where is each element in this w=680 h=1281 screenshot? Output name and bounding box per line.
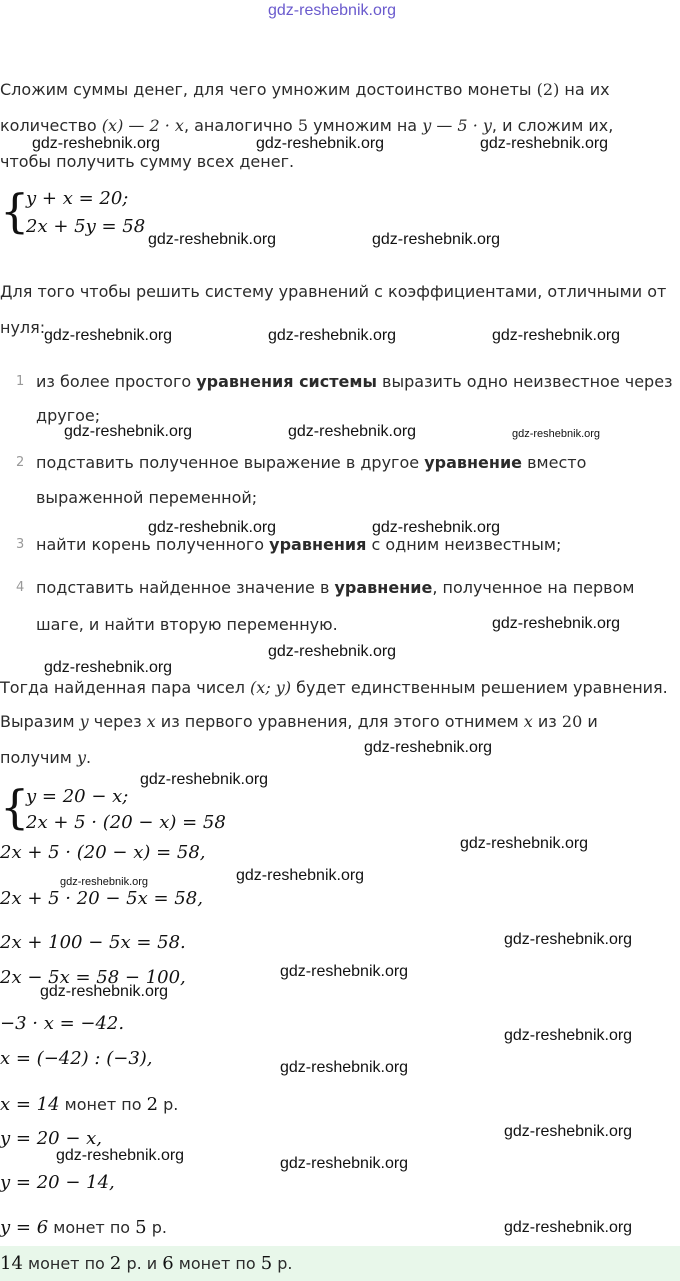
solution-line: x = 14 монет по 2 р. xyxy=(0,1094,179,1115)
watermark[interactable]: gdz-reshebnik.org xyxy=(268,327,397,344)
watermark[interactable]: gdz-reshebnik.org xyxy=(372,519,501,536)
step-1-line-2: другое; xyxy=(36,406,101,425)
system1-eq2: 2x + 5y = 58 xyxy=(26,216,146,237)
watermark[interactable]: gdz-reshebnik.org xyxy=(64,423,193,440)
system2-eq1: y = 20 − x; xyxy=(26,786,129,807)
intro-line-1: Сложим суммы денег, для чего умножим достоинство монеты (2) на их xyxy=(0,80,610,99)
step-number: 4 xyxy=(16,580,25,595)
watermark[interactable]: gdz-reshebnik.org xyxy=(504,1027,633,1044)
watermark[interactable]: gdz-reshebnik.org xyxy=(44,659,173,676)
watermark[interactable]: gdz-reshebnik.org xyxy=(280,1059,409,1076)
express-line-1: Выразим y через x из первого уравнения, для этого отнимем x из 20 и xyxy=(0,712,598,731)
watermark[interactable]: gdz-reshebnik.org xyxy=(40,983,169,1000)
watermark[interactable]: gdz-reshebnik.org xyxy=(480,135,609,152)
watermark[interactable]: gdz-reshebnik.org xyxy=(372,231,501,248)
watermark[interactable]: gdz-reshebnik.org xyxy=(140,771,269,788)
system-brace: { xyxy=(0,780,30,834)
solution-line: −3 · x = −42. xyxy=(0,1013,125,1034)
step-number: 3 xyxy=(16,537,25,552)
rule-intro-line-2: нуля: xyxy=(0,318,46,337)
solution-line: x = (−42) : (−3), xyxy=(0,1048,153,1069)
watermark[interactable]: gdz-reshebnik.org xyxy=(504,931,633,948)
watermark-top[interactable]: gdz-reshebnik.org xyxy=(268,2,397,19)
watermark[interactable]: gdz-reshebnik.org xyxy=(268,643,397,660)
watermark[interactable]: gdz-reshebnik.org xyxy=(44,327,173,344)
watermark[interactable]: gdz-reshebnik.org xyxy=(256,135,385,152)
watermark[interactable]: gdz-reshebnik.org xyxy=(504,1123,633,1140)
watermark[interactable]: gdz-reshebnik.org xyxy=(148,519,277,536)
watermark[interactable]: gdz-reshebnik.org xyxy=(280,963,409,980)
step-number: 1 xyxy=(16,374,25,389)
watermark[interactable]: gdz-reshebnik.org xyxy=(504,1219,633,1236)
watermark[interactable]: gdz-reshebnik.org xyxy=(280,1155,409,1172)
watermark[interactable]: gdz-reshebnik.org xyxy=(512,428,601,440)
solution-line: y = 6 монет по 5 р. xyxy=(0,1217,167,1238)
express-line-2: получим y. xyxy=(0,748,92,767)
watermark[interactable]: gdz-reshebnik.org xyxy=(492,615,621,632)
answer-text: 14 монет по 2 р. и 6 монет по 5 р. xyxy=(0,1253,293,1274)
step-4-line-1: подставить найденное значение в уравнение, полученное на первом xyxy=(36,578,635,597)
solution-line: 2x − 5x = 58 − 100, xyxy=(0,967,186,988)
watermark[interactable]: gdz-reshebnik.org xyxy=(60,876,149,888)
solution-line: 2x + 5 · (20 − x) = 58, xyxy=(0,842,206,863)
conclusion: Тогда найденная пара чисел (x; y) будет единственным решением уравнения. xyxy=(0,678,668,697)
rule-intro-line-1: Для того чтобы решить систему уравнений с коэффициентами, отличными от xyxy=(0,282,667,301)
step-4-line-2: шаге, и найти вторую переменную. xyxy=(36,615,338,634)
solution-line: 2x + 5 · 20 − 5x = 58, xyxy=(0,888,203,909)
watermark[interactable]: gdz-reshebnik.org xyxy=(56,1147,185,1164)
intro-line-2: количество (x) — 2 · x, аналогично 5 умножим на y — 5 · y, и сложим их, xyxy=(0,116,614,135)
step-2-line-2: выраженной переменной; xyxy=(36,488,258,507)
watermark[interactable]: gdz-reshebnik.org xyxy=(364,739,493,756)
watermark[interactable]: gdz-reshebnik.org xyxy=(32,135,161,152)
watermark[interactable]: gdz-reshebnik.org xyxy=(492,327,621,344)
watermark[interactable]: gdz-reshebnik.org xyxy=(460,835,589,852)
solution-line: y = 20 − 14, xyxy=(0,1172,115,1193)
watermark[interactable]: gdz-reshebnik.org xyxy=(236,867,365,884)
watermark[interactable]: gdz-reshebnik.org xyxy=(148,231,277,248)
system1-eq1: y + x = 20; xyxy=(26,188,129,209)
step-1-line-1: из более простого уравнения системы выразить одно неизвестное через xyxy=(36,372,673,391)
watermark[interactable]: gdz-reshebnik.org xyxy=(288,423,417,440)
step-2-line-1: подставить полученное выражение в другое уравнение вместо xyxy=(36,453,587,472)
intro-line-3: чтобы получить сумму всех денег. xyxy=(0,152,295,171)
step-3-line-1: найти корень полученного уравнения с одним неизвестным; xyxy=(36,535,562,554)
system2-eq2: 2x + 5 · (20 − x) = 58 xyxy=(26,812,226,833)
step-number: 2 xyxy=(16,455,25,470)
solution-line: y = 20 − x, xyxy=(0,1128,102,1149)
solution-line: 2x + 100 − 5x = 58. xyxy=(0,932,186,953)
system-brace: { xyxy=(0,184,30,238)
